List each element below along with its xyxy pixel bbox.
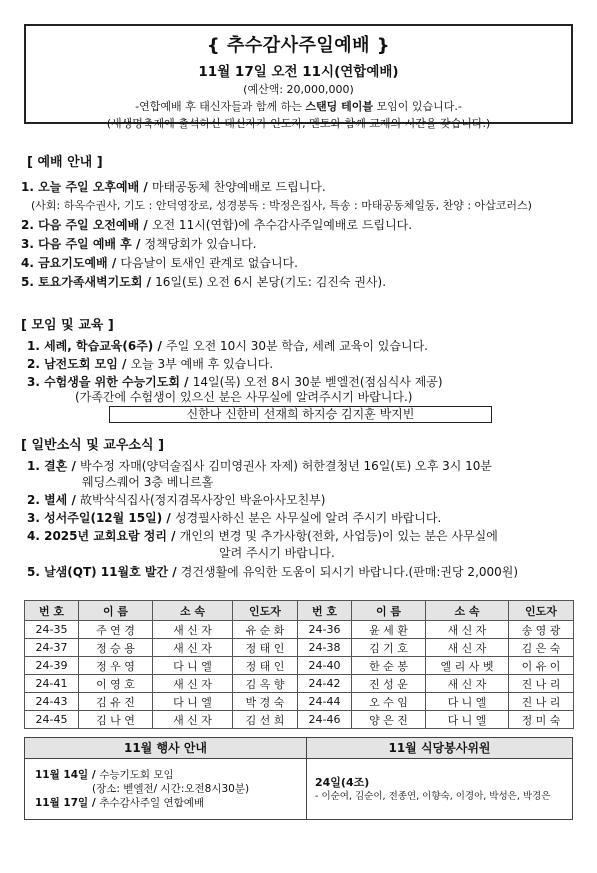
table-cell: 오 수 임 [352, 693, 426, 711]
table-row [25, 639, 574, 657]
event-line-3: 11월 17일 / 추수감사주일 연합예배 [35, 797, 205, 809]
meeting-section-title: [ 모임 및 교육 ] [21, 318, 114, 333]
table-cell: 다 니 엘 [153, 693, 233, 711]
meeting-item-2: 2. 남전도회 모임 / 오늘 3부 예배 후 있습니다. [27, 357, 274, 371]
table-cell: 이 유 이 [509, 657, 574, 675]
table-row [25, 711, 574, 729]
worship-item-4: 4. 금요기도예배 / 다음날이 토새인 관계로 없습니다. [21, 256, 298, 270]
table-cell: 24-43 [25, 693, 79, 711]
meeting-item-3: 3. 수험생을 위한 수능기도회 / 14일(목) 오전 8시 30분 벧엘전(점심식사 제공) [27, 375, 443, 389]
budget-text: (예산액: 20,000,000) [243, 83, 354, 96]
table-cell: 24-38 [298, 639, 352, 657]
table-header-row [25, 601, 574, 621]
col-header: 소 속 [153, 601, 233, 621]
worship-item-5: 5. 토요가족새벽기도회 / 16일(토) 오전 6시 본당(기도: 김진숙 권사). [21, 275, 387, 289]
table-cell: 새 신 자 [153, 639, 233, 657]
news-section-title: [ 일반소식 및 교우소식 ] [21, 438, 165, 453]
new-members-table [24, 600, 574, 729]
table-cell: 24-39 [25, 657, 79, 675]
news-item-2: 2. 별세 / 故박삭식집사(정지겸목사장인 박윤아사모친부) [27, 493, 326, 507]
col-header: 이 름 [352, 601, 426, 621]
table-cell: 다 니 엘 [153, 657, 233, 675]
table-cell: 24-44 [298, 693, 352, 711]
table-cell: 한 순 봉 [352, 657, 426, 675]
worship-item-3: 3. 다음 주일 예배 후 / 정책당회가 있습니다. [21, 237, 257, 251]
meeting-item-1: 1. 세례, 학습교육(6주) / 주일 오전 10시 30분 학습, 세례 교육이 있습니다. [27, 339, 428, 353]
table-cell: 진 나 리 [509, 693, 574, 711]
news-item-4: 4. 2025년 교회요람 정리 / 개인의 변경 및 추가사항(전화, 사업등)이 있는 분은 사무실에 [27, 529, 498, 543]
bottom-info-box [24, 737, 573, 820]
news-item-1-venue: 웨딩스퀘어 3층 베니르홀 [82, 475, 214, 489]
table-cell: 김 기 호 [352, 639, 426, 657]
table-cell: 새 신 자 [426, 675, 509, 693]
table-cell: 송 영 광 [509, 621, 574, 639]
table-cell: 이 영 호 [79, 675, 153, 693]
table-cell: 24-36 [298, 621, 352, 639]
table-cell: 24-42 [298, 675, 352, 693]
news-item-4-cont: 알려 주시기 바랍니다. [219, 546, 335, 560]
table-cell: 김 은 숙 [509, 639, 574, 657]
col-header: 소 속 [426, 601, 509, 621]
table-cell: 새 신 자 [153, 621, 233, 639]
table-row [25, 657, 574, 675]
news-item-3: 3. 성서주일(12월 15일) / 성경필사하신 분은 사무실에 알려 주시기 바랍니다. [27, 511, 442, 525]
table-cell: 24-41 [25, 675, 79, 693]
service-names: - 이순여, 김순이, 전종연, 이향숙, 이경아, 박성은, 박경은 [315, 791, 551, 802]
table-cell: 진 나 리 [509, 675, 574, 693]
header-note-1: -연합예배 후 태신자들과 함께 하는 스탠딩 테이블 모임이 있습니다.- [135, 100, 462, 113]
table-cell: 새 신 자 [153, 675, 233, 693]
table-cell: 윤 세 환 [352, 621, 426, 639]
table-cell: 24-46 [298, 711, 352, 729]
col-header: 인도자 [509, 601, 574, 621]
news-item-1: 1. 결혼 / 박수정 자매(양덕술집사 김미영권사 자제) 허한결청년 16일(토) 오후 3시 10분 [27, 459, 493, 473]
event-line-2: (장소: 벧엘전/ 시간:오전8시30분) [92, 783, 250, 795]
table-cell: 24-45 [25, 711, 79, 729]
table-cell: 정 태 인 [233, 657, 298, 675]
table-cell: 김 나 연 [79, 711, 153, 729]
worship-item-1: 1. 오늘 주일 오후예배 / 마태공동체 찬양예배로 드립니다. [21, 180, 326, 194]
table-cell: 진 성 운 [352, 675, 426, 693]
col-header: 번 호 [25, 601, 79, 621]
table-row [25, 675, 574, 693]
table-cell: 주 연 경 [79, 621, 153, 639]
table-cell: 새 신 자 [426, 621, 509, 639]
table-cell: 박 경 숙 [233, 693, 298, 711]
table-cell: 정 태 인 [233, 639, 298, 657]
table-cell: 24-40 [298, 657, 352, 675]
table-cell: 유 순 화 [233, 621, 298, 639]
meeting-item-3-note: (가족간에 수험생이 있으신 분은 사무실에 알려주시기 바랍니다.) [75, 390, 413, 404]
table-row [25, 693, 574, 711]
table-cell: 정 승 용 [79, 639, 153, 657]
page-title: { 추수감사주일예배 } [206, 35, 391, 56]
table-row [25, 621, 574, 639]
table-cell: 김 옥 향 [233, 675, 298, 693]
service-subtitle: 11월 17일 오전 11시(연합예배) [198, 64, 399, 80]
table-cell: 24-35 [25, 621, 79, 639]
header-note-2: (새생명축제에 출석하신 태신자가 인도자, 멘토와 함께 교제의 시간을 갖습니다.) [106, 117, 491, 130]
table-cell: 김 선 희 [233, 711, 298, 729]
table-cell: 새 신 자 [153, 711, 233, 729]
col-header: 이 름 [79, 601, 153, 621]
table-cell: 김 유 진 [79, 693, 153, 711]
worship-item-2: 2. 다음 주일 오전예배 / 오전 11시(연합)에 추수감사주일예배로 드립니다. [21, 218, 413, 232]
col-header: 인도자 [233, 601, 298, 621]
news-item-5: 5. 날샘(QT) 11월호 발간 / 경건생활에 유익한 도움이 되시기 바랍니다.(판매:권당 2,000원) [27, 565, 519, 579]
header-box [24, 24, 573, 130]
table-cell: 정 우 영 [79, 657, 153, 675]
worship-item-1-detail: (사회: 하옥수권사, 기도 : 안덕영장로, 성경봉독 : 박정은집사, 특송 : 마태공동체일동, 찬양 : 아삽코러스) [31, 199, 532, 212]
worship-section-title: [ 예배 안내 ] [27, 155, 103, 170]
table-cell: 다 니 엘 [426, 711, 509, 729]
events-title: 11월 행사 안내 [25, 738, 306, 759]
col-header: 번 호 [298, 601, 352, 621]
event-line-1: 11월 14일 / 수능기도회 모임 [35, 769, 174, 781]
table-cell: 새 신 자 [426, 639, 509, 657]
service-title: 11월 식당봉사위원 [307, 738, 572, 759]
service-date: 24일(4조) [315, 776, 370, 789]
table-cell: 양 은 진 [352, 711, 426, 729]
events-panel [25, 738, 307, 819]
table-cell: 24-37 [25, 639, 79, 657]
table-cell: 다 니 엘 [426, 693, 509, 711]
exam-student-names: 신한나 신한비 선재희 하지승 김지훈 박지빈 [109, 406, 492, 423]
table-cell: 엘 리 사 벳 [426, 657, 509, 675]
service-panel [307, 738, 572, 819]
table-cell: 정 미 숙 [509, 711, 574, 729]
